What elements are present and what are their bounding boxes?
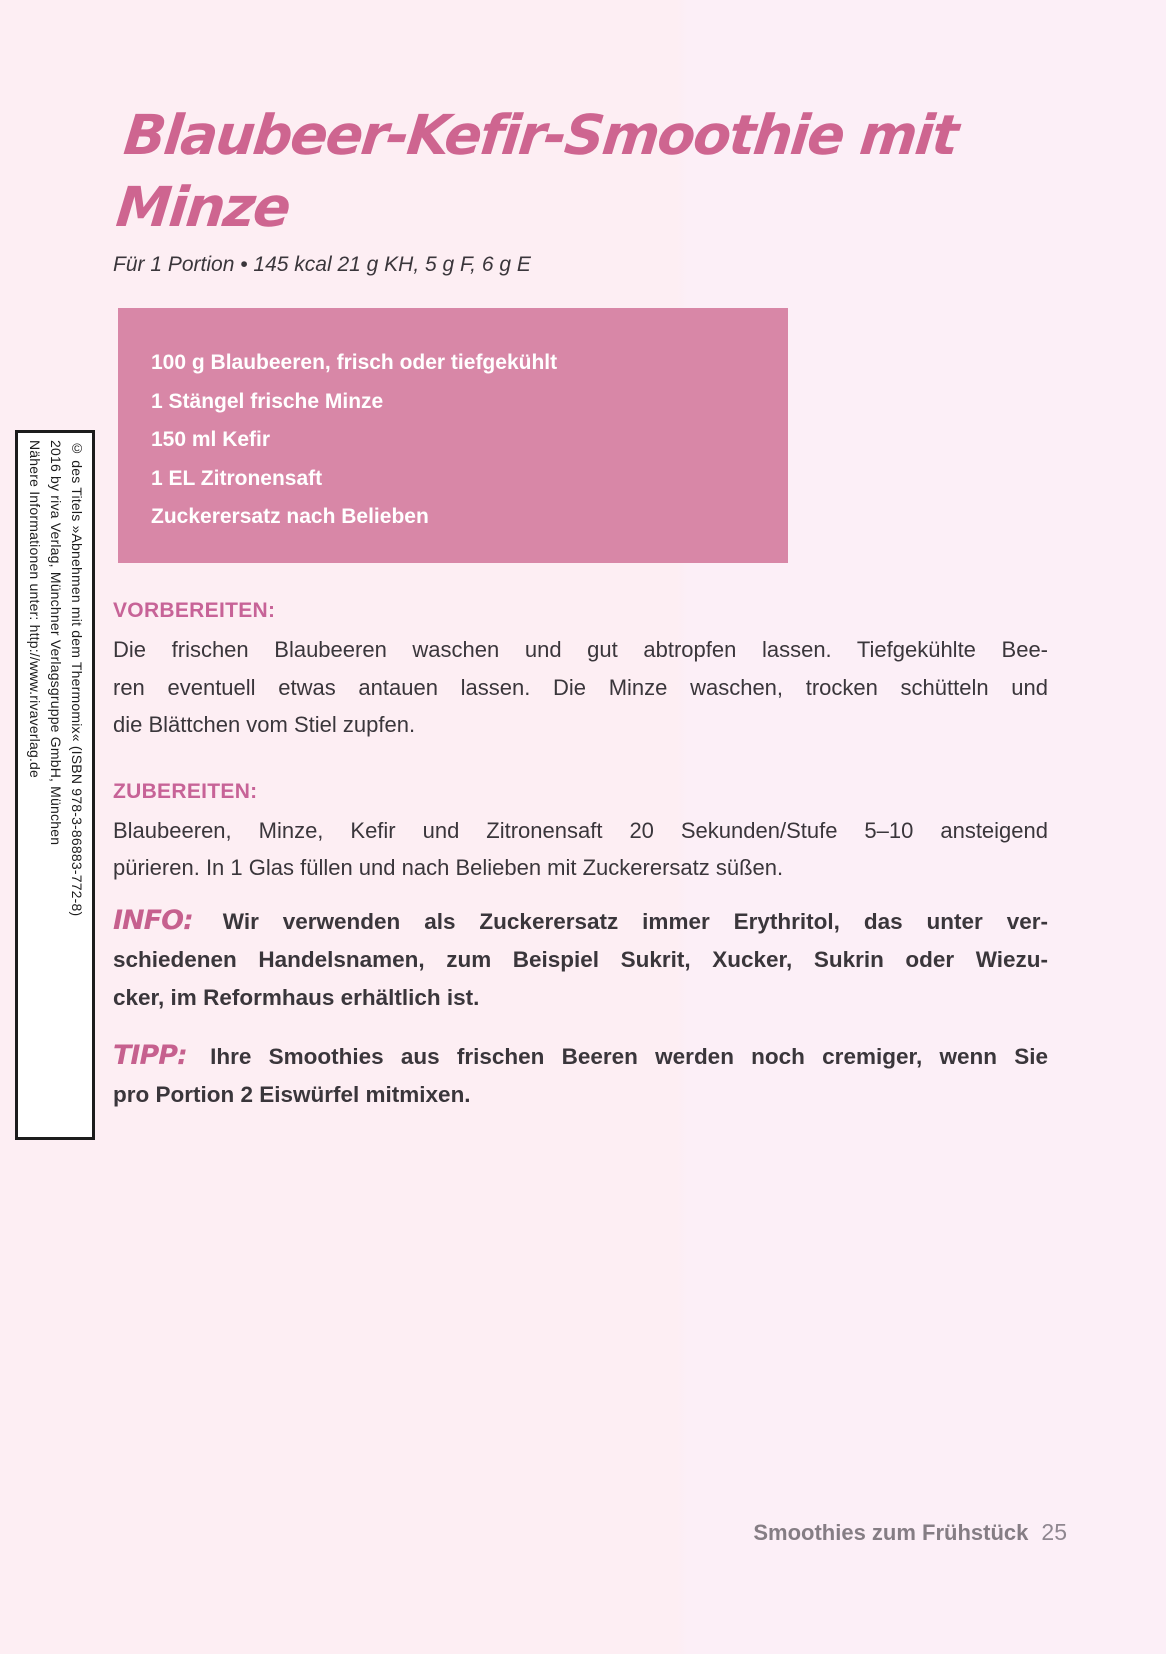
page-number: 25 (1041, 1519, 1067, 1545)
text-line: die Blättchen vom Stiel zupfen. (113, 712, 416, 737)
info-label: INFO: (113, 904, 193, 936)
text-line (113, 902, 1048, 941)
copyright-line: © des Titels »Abnehmen mit dem Thermomix« (ISBN 978-3-86883-772-8) (69, 440, 85, 917)
make-paragraph (113, 812, 1048, 887)
prepare-heading: VORBEREITEN: (113, 599, 276, 622)
copyright-line: Nähere Informationen unter: http://www.rivaverlag.de (27, 440, 43, 779)
ingredient-item: Zuckerersatz nach Belieben (151, 505, 429, 528)
tip-text: Ihre Smoothies aus frischen Beeren werden noch cremiger, wenn Sie (210, 1043, 1048, 1069)
text-line: Die frischen Blaubeeren waschen und gut abtropfen lassen. Tiefgekühlte Bee- (113, 637, 1048, 662)
copyright-line: 2016 by riva Verlag, Münchner Verlagsgruppe GmbH, München (48, 440, 64, 846)
text-line: pürieren. In 1 Glas füllen und nach Belieben mit Zuckerersatz süßen. (113, 855, 784, 880)
chapter-title: Smoothies zum Frühstück (753, 1520, 1029, 1545)
copyright-sidebar (15, 430, 95, 1140)
ingredient-item: 1 EL Zitronensaft (151, 466, 323, 490)
ingredient-item: 150 ml Kefir (151, 428, 271, 451)
recipe-title: Blaubeer-Kefir-Smoothie mit Minze (113, 103, 961, 239)
text-line: Blaubeeren, Minze, Kefir und Zitronensaft 20 Sekunden/Stufe 5–10 ansteigend (113, 817, 1048, 843)
ingredient-item: 100 g Blaubeeren, frisch oder tiefgekühlt (151, 351, 558, 374)
ingredients-box (118, 308, 788, 563)
ingredient-item: 1 Stängel frische Minze (151, 389, 384, 413)
text-line: ren eventuell etwas antauen lassen. Die Minze waschen, trocken schütteln und (113, 674, 1048, 700)
tip-note (113, 1037, 1048, 1114)
text-line: schiedenen Handelsnamen, zum Beispiel Sukrit, Xucker, Sukrin oder Wiezu- (113, 946, 1048, 972)
text-line (113, 1037, 1048, 1076)
page-footer (753, 1519, 1067, 1546)
serving-nutrition-line: Für 1 Portion • 145 kcal 21 g KH, 5 g F, 6 g E (113, 253, 531, 276)
text-line: pro Portion 2 Eiswürfel mitmixen. (113, 1081, 471, 1107)
info-note (113, 902, 1048, 1017)
recipe-content (113, 0, 1048, 1114)
prepare-paragraph (113, 631, 1048, 744)
info-text: Wir verwenden als Zuckerersatz immer Erythritol, das unter ver- (222, 908, 1048, 934)
make-heading: ZUBEREITEN: (113, 779, 258, 803)
tip-label: TIPP: (113, 1039, 187, 1071)
text-line: cker, im Reformhaus erhältlich ist. (113, 984, 480, 1010)
